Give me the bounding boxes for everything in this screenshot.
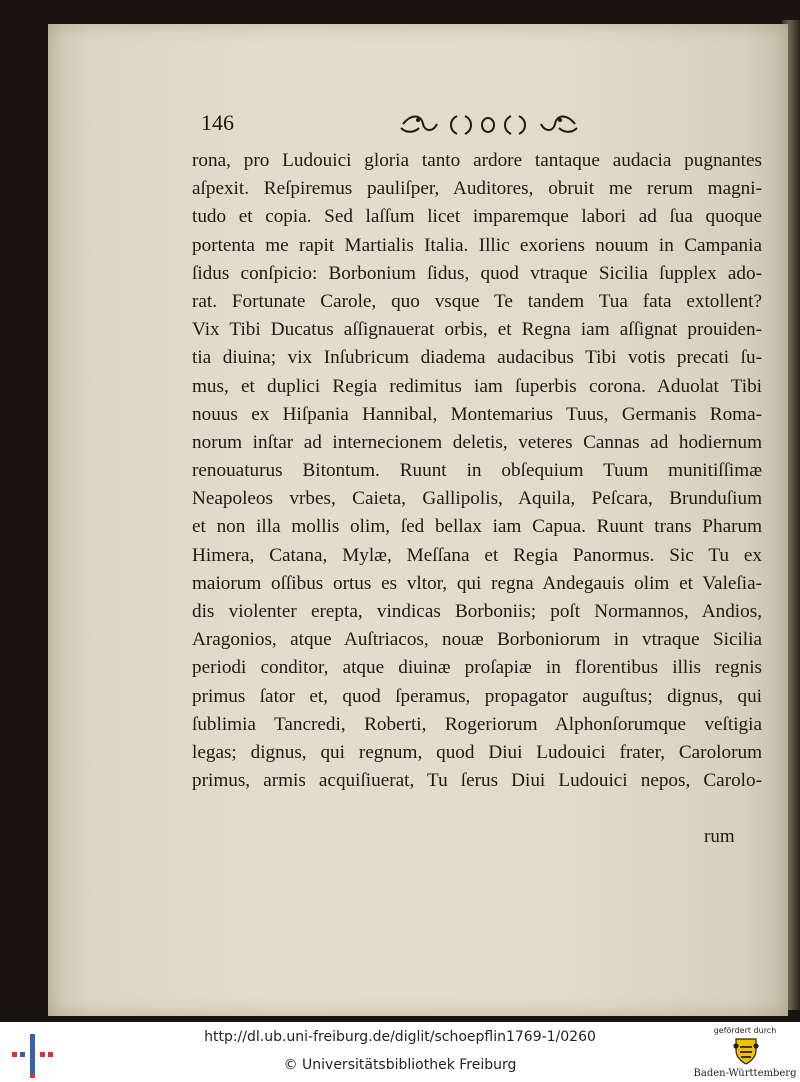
text-line: ſidus conſpicio: Borbonium ſidus, quod vtraque Sicilia ſupplex ado- (192, 262, 762, 284)
text-line: Aragonios, atque Auſtriacos, nouæ Borboniorum in vtraque Sicilia (192, 629, 762, 651)
body-text (192, 147, 762, 795)
text-line: maiorum oſſibus ortus es vltor, qui regna Andegauis olim et Valeſia- (192, 572, 762, 594)
text-line: primus, armis acquiſiuerat, Tu ſerus Diui Ludouici nepos, Carolo- (192, 770, 762, 792)
text-line: portenta me rapit Martialis Italia. Illic exoriens nouum in Campania (192, 234, 762, 256)
text-line: tia diuina; vix Inſubricum diadema audacibus Tibi votis precati ſu- (192, 347, 762, 369)
sponsor-caption: gefördert durch (713, 1026, 777, 1035)
text-line: aſpexit. Reſpiremus pauliſper, Auditores, obruit me rerum magni- (192, 178, 762, 200)
text-line: primus ſator et, quod ſperamus, propagator auguſtus; dignus, qui (192, 685, 762, 707)
text-line: Himera, Catana, Mylæ, Meſſana et Regia Panormus. Sic Tu ex (192, 544, 762, 566)
page-number: 146 (201, 110, 234, 135)
text-line: periodi conditor, atque diuinæ proſapiæ in florentibus illis regnis (192, 657, 762, 679)
text-line: ſublimia Tancredi, Roberti, Rogeriorum Alphonſorumque veſtigia (192, 713, 762, 735)
baden-wuerttemberg-crest-icon (733, 1036, 759, 1066)
text-line: nouus ex Hiſpania Hannibal, Montemarius Tuus, Germanis Roma- (192, 403, 762, 425)
fleuron-ornament-icon (393, 110, 583, 140)
permalink-url[interactable]: http://dl.ub.uni-freiburg.de/diglit/schoepflin1769-1/0260 (204, 1029, 596, 1045)
catchword: rum (704, 826, 735, 847)
text-line: legas; dignus, qui regnum, quod Diui Ludouici frater, Carolorum (192, 741, 762, 763)
text-line: tudo et copia. Sed laſſum licet imparemque labori ad ſua quoque (192, 206, 762, 228)
text-line: renouaturus Bitontum. Ruunt in obſequium Tuum munitiſſimæ (192, 460, 762, 482)
viewer-footer (0, 1022, 800, 1082)
text-line: rona, pro Ludouici gloria tanto ardore tantaque audacia pugnantes (192, 150, 762, 171)
text-line: mus, et duplici Regia redimitus iam ſuperbis corona. Aduolat Tibi (192, 375, 762, 397)
page-header (201, 110, 761, 144)
text-line: et non illa mollis olim, ſed bellax iam Capua. Ruunt trans Pharum (192, 516, 762, 538)
sponsor-name: Baden-Württemberg (693, 1068, 797, 1079)
sponsor-block (690, 1026, 800, 1082)
text-line: Neapoleos vrbes, Caieta, Gallipolis, Aquila, Peſcara, Brunduſium (192, 488, 762, 510)
text-line: rat. Fortunate Carole, quo vsque Te tandem Tua fata extollent? (192, 290, 762, 312)
text-line: norum inſtar ad internecionem deletis, veteres Cannas ad hodiernum (192, 431, 762, 453)
text-line: Vix Tibi Ducatus aſſignauerat orbis, et Regna iam aſſignat prouiden- (192, 319, 762, 341)
copyright-notice: © Universitätsbibliothek Freiburg (283, 1057, 517, 1073)
text-line: dis violenter erepta, vindicas Borboniis; poſt Normannos, Andios, (192, 601, 762, 622)
